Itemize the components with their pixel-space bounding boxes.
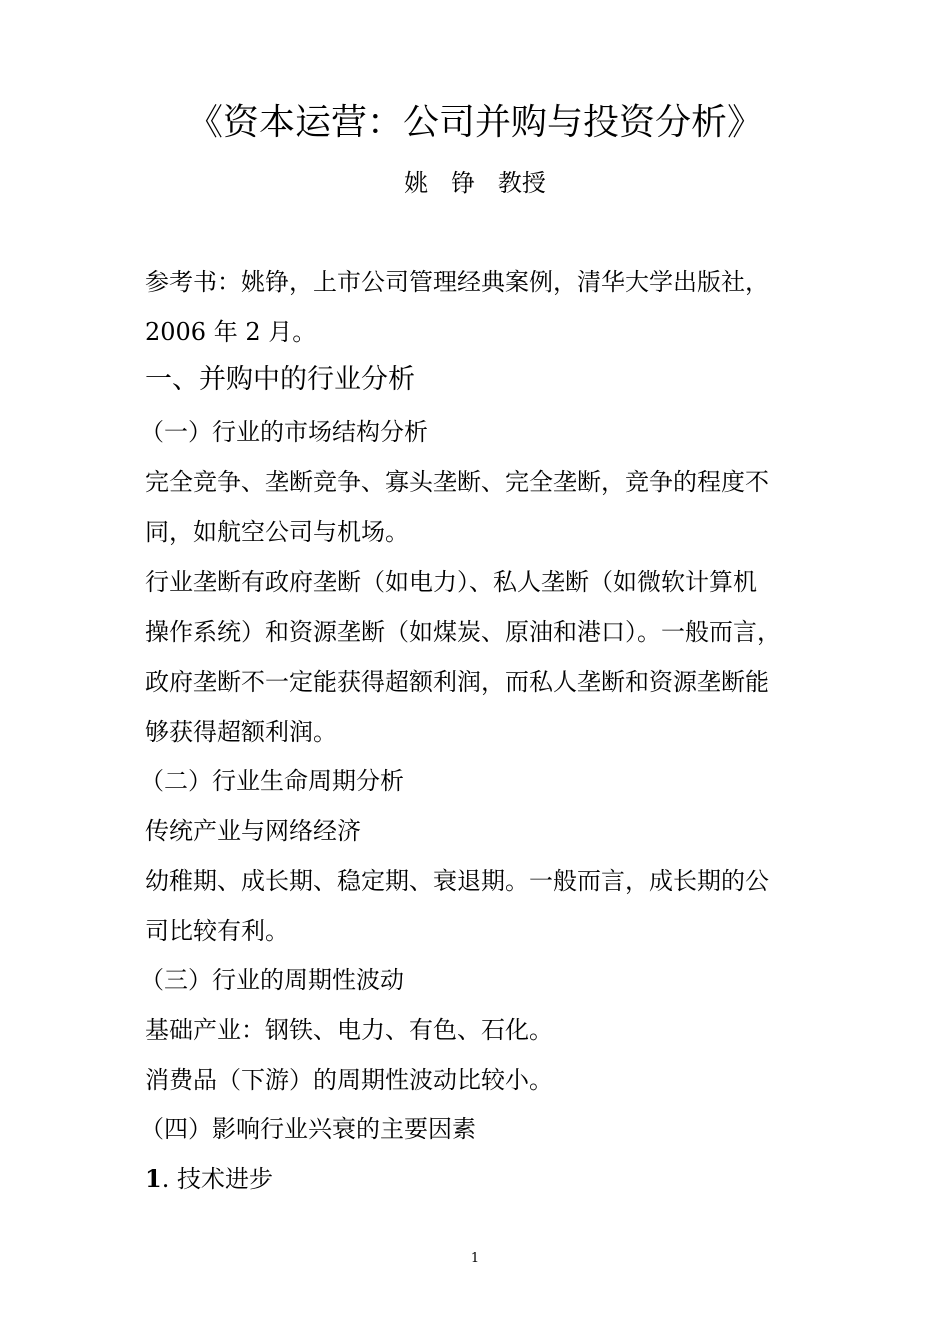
- paragraph-line: 幼稚期、成长期、稳定期、衰退期。一般而言，成长期的公: [145, 867, 769, 895]
- subsection-heading-2: （二）行业生命周期分析: [140, 767, 404, 795]
- paragraph-line: 政府垄断不一定能获得超额利润，而私人垄断和资源垄断能: [145, 668, 769, 696]
- paragraph-line: 消费品（下游）的周期性波动比较小。: [145, 1066, 553, 1094]
- numbered-item-1: [145, 1162, 815, 1196]
- section-heading-1: 一、并购中的行业分析: [145, 364, 415, 395]
- reference-line-1: 参考书：姚铮，上市公司管理经典案例，清华大学出版社，: [145, 268, 769, 296]
- author-line: 姚 铮 教授: [404, 169, 546, 197]
- page-number: 1: [470, 1251, 480, 1266]
- paragraph-line: 行业垄断有政府垄断（如电力）、私人垄断（如微软计算机: [145, 568, 757, 596]
- paragraph-line: 够获得超额利润。: [145, 718, 337, 746]
- paragraph-line: 同，如航空公司与机场。: [145, 518, 409, 546]
- paragraph-line: 基础产业：钢铁、电力、有色、石化。: [145, 1016, 553, 1044]
- subsection-heading-1: （一）行业的市场结构分析: [140, 418, 428, 446]
- reference-line-2: 2006 年 2 月。: [145, 318, 317, 346]
- item-text: . 技术进步: [161, 1165, 273, 1193]
- document-title: 《资本运营：公司并购与投资分析》: [186, 102, 763, 143]
- paragraph-line: 操作系统）和资源垄断（如煤炭、原油和港口）。一般而言，: [145, 618, 781, 646]
- paragraph-line: 完全竞争、垄断竞争、寡头垄断、完全垄断，竞争的程度不: [145, 468, 769, 496]
- subsection-heading-3: （三）行业的周期性波动: [140, 966, 404, 994]
- item-number: 1: [145, 1164, 162, 1193]
- paragraph-line: 司比较有利。: [145, 917, 289, 945]
- subsection-heading-4: （四）影响行业兴衰的主要因素: [140, 1115, 476, 1143]
- paragraph-line: 传统产业与网络经济: [145, 817, 361, 845]
